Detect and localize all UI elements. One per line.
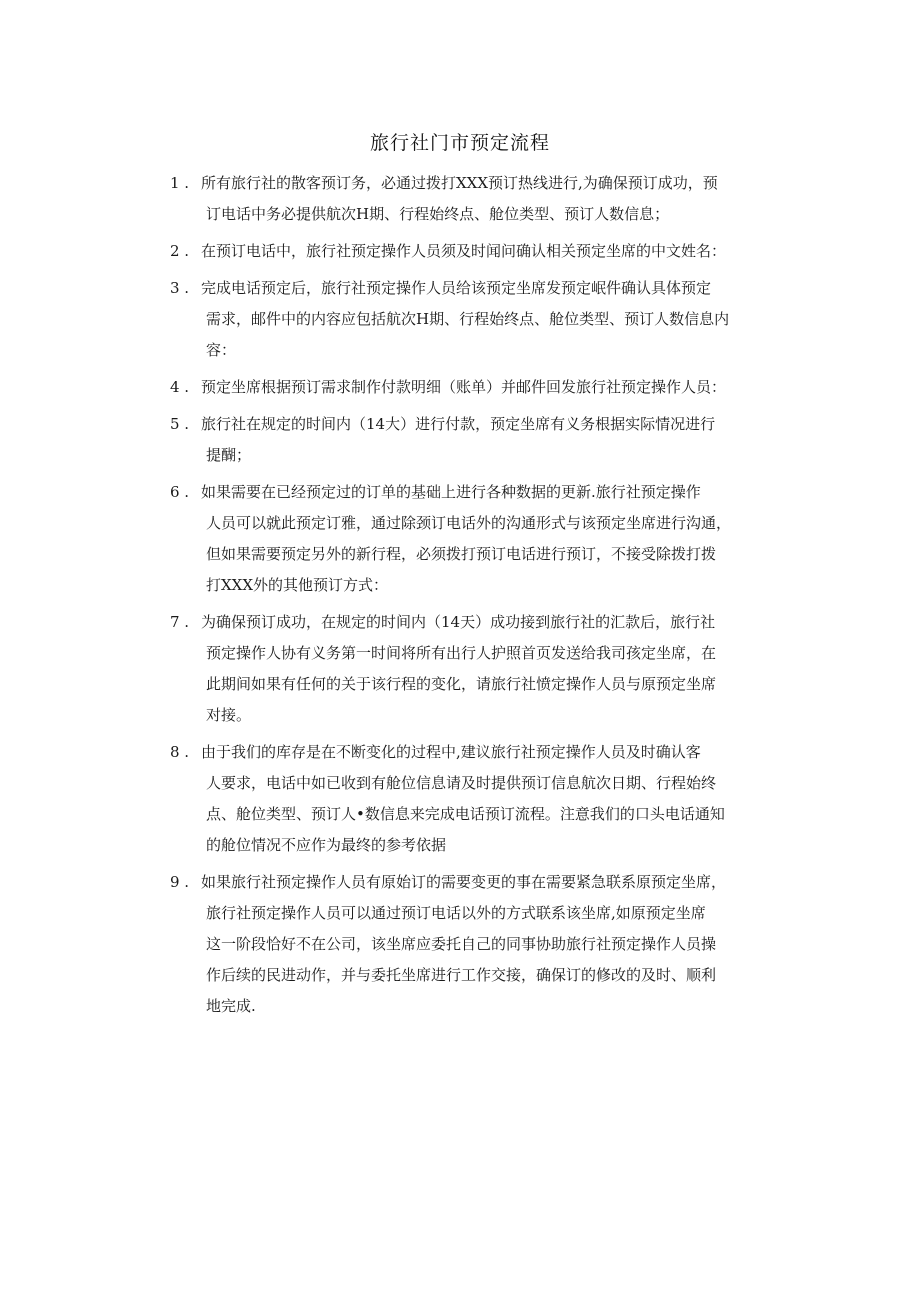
item-text-line: 人要求，电话中如已收到有舱位信息请及时提供预订信息航次日期、行程始终 bbox=[206, 774, 717, 792]
item-text-line: 但如果需要预定另外的新行程，必须拨打预订电话进行预订，不接受除拨打拨 bbox=[206, 545, 717, 563]
item-text-line: 地完成. bbox=[206, 997, 256, 1015]
item-number: 7 . bbox=[170, 613, 190, 631]
item-text-line: 容： bbox=[206, 341, 237, 359]
list-item bbox=[170, 477, 790, 601]
list-item bbox=[170, 236, 790, 267]
item-text-line: 为确保预订成功，在规定的时间内（14天）成功接到旅行社的汇款后，旅行社 bbox=[201, 613, 716, 631]
list-item bbox=[170, 607, 790, 731]
item-text-line: 所有旅行社的散客预订务，必通过拨打XXX预订热线进行,为确保预订成功，预 bbox=[201, 174, 718, 192]
item-text-line: 如果旅行社预定操作人员有原始订的需要变更的事在需要紧急联系原预定坐席， bbox=[201, 873, 727, 891]
item-number: 6 . bbox=[170, 483, 190, 501]
item-text-line: 此期间如果有任何的关于该行程的变化，请旅行社愤定操作人员与原预定坐席 bbox=[206, 675, 717, 693]
item-text-line: 预定操作人协有义务第一时间将所有出行人护照首页发送给我司孩定坐席，在 bbox=[206, 644, 717, 662]
item-text-line: 人员可以就此预定订雅，通过除颈订电话外的沟通形式与该预定坐席进行沟通， bbox=[206, 514, 732, 532]
item-text-line: 旅行社预定操作人员可以通过预订电话以外的方式联系该坐席,如原预定坐席 bbox=[206, 904, 706, 922]
item-text-line: 在预订电话中，旅行社预定操作人员须及时闻问确认相关预定坐席的中文姓名： bbox=[201, 242, 727, 260]
item-number: 4 . bbox=[170, 378, 190, 396]
procedure-list bbox=[170, 168, 790, 1028]
item-number: 2 . bbox=[170, 242, 190, 260]
list-item bbox=[170, 168, 790, 230]
list-item bbox=[170, 409, 790, 471]
item-text-line: 打XXX外的其他预订方式： bbox=[206, 576, 389, 594]
item-number: 9 . bbox=[170, 873, 190, 891]
item-text-line: 这一阶段恰好不在公司，该坐席应委托自己的同事协助旅行社预定操作人员操 bbox=[206, 935, 717, 953]
item-text-line: 对接。 bbox=[206, 706, 252, 724]
document-title: 旅行社门市预定流程 bbox=[369, 132, 550, 154]
item-text-line: 旅行社在规定的时间内（14大）进行付款，预定坐席有义务根据实际情况进行 bbox=[201, 415, 716, 433]
item-number: 8 . bbox=[170, 743, 190, 761]
item-text-line: 预定坐席根据预订需求制作付款明细（账单）并邮件回发旅行社预定操作人员： bbox=[201, 378, 727, 396]
item-text-line: 的舱位情况不应作为最终的参考依据 bbox=[206, 836, 447, 854]
item-number: 5 . bbox=[170, 415, 190, 433]
list-item bbox=[170, 372, 790, 403]
list-item bbox=[170, 867, 790, 1022]
item-text-line: 需求，邮件中的内容应包括航次H期、行程始终点、舱位类型、预订人数信息内 bbox=[206, 310, 730, 328]
item-text-line: 完成电话预定后，旅行社预定操作人员给该预定坐席发预定岷件确认具体预定 bbox=[201, 279, 712, 297]
item-text-line: 点、舱位类型、预订人•数信息来完成电话预订流程。注意我们的口头电话通知 bbox=[206, 805, 725, 823]
item-text-line: 作后续的民进动作，并与委托坐席进行工作交接，确保订的修改的及时、顺利 bbox=[206, 966, 717, 984]
item-text-line: 由于我们的库存是在不断变化的过程中,建议旅行社预定操作人员及时确认客 bbox=[201, 743, 701, 761]
list-item bbox=[170, 273, 790, 366]
list-item bbox=[170, 737, 790, 861]
item-number: 3 . bbox=[170, 279, 190, 297]
item-text-line: 订电话中务必提供航次H期、行程始终点、舱位类型、预订人数信息； bbox=[206, 205, 670, 223]
item-text-line: 如果需要在已经预定过的订单的基础上进行各种数据的更新.旅行社预定操作 bbox=[201, 483, 701, 501]
item-number: 1 . bbox=[170, 174, 190, 192]
item-text-line: 提醐； bbox=[206, 446, 252, 464]
